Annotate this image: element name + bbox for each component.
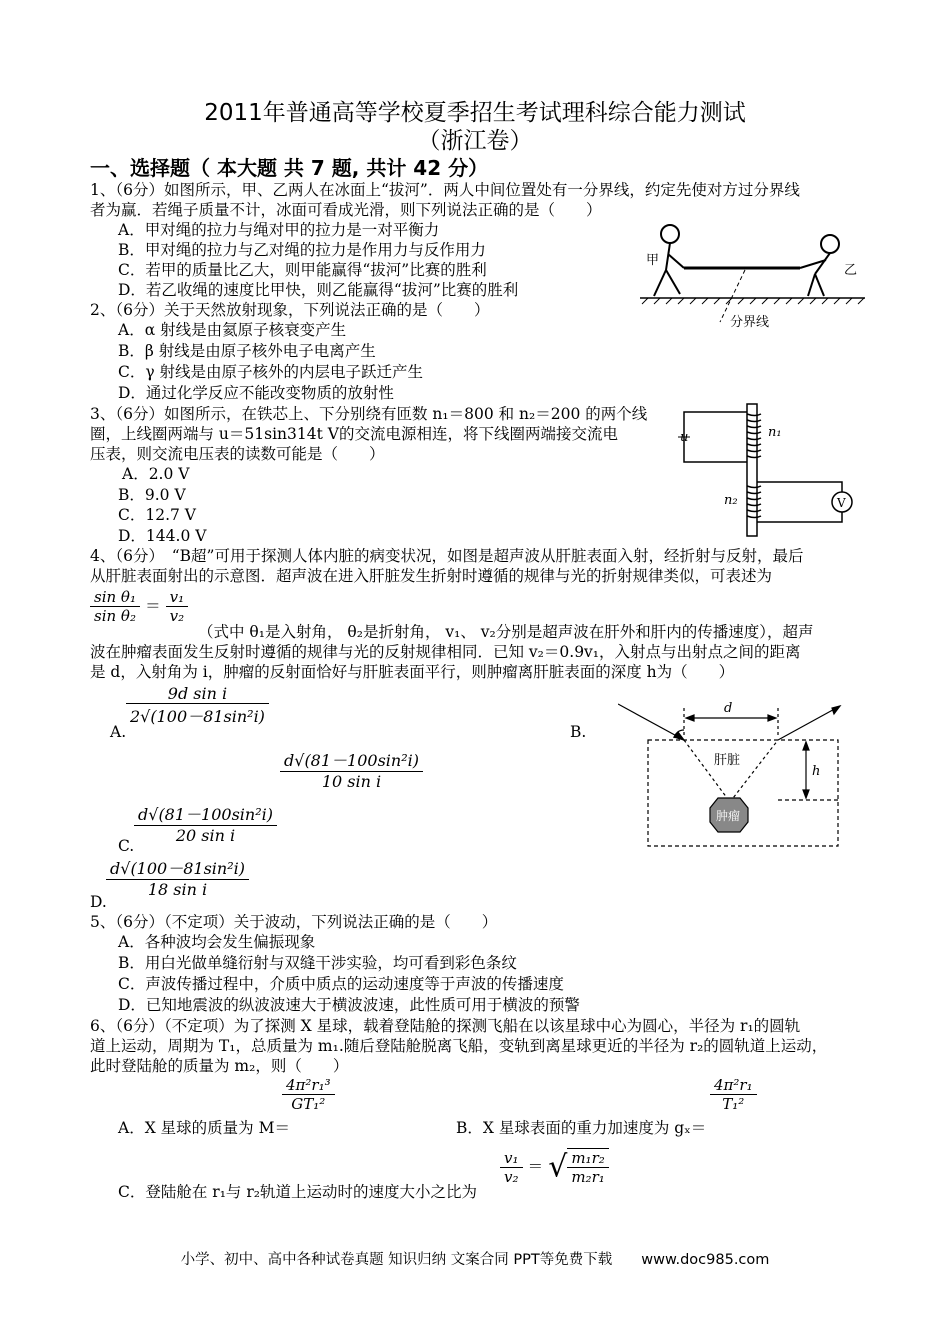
q4-b-num: d√(81－100sin²i) <box>280 748 423 772</box>
q4-b-den: 10 sin i <box>321 772 382 791</box>
q6-option-c-text: C．登陆舱在 r₁与 r₂轨道上运动时的速度大小之比为 <box>118 1183 477 1201</box>
fig-label-tumor: 肿瘤 <box>716 809 741 823</box>
q3-option-b: B．9.0 V <box>118 486 186 504</box>
fig-label-h: h <box>812 764 821 779</box>
q4-c-den: 20 sin i <box>175 826 236 845</box>
q6-option-a-text: A．X 星球的质量为 M＝ <box>118 1119 290 1137</box>
q4-option-c-label: C. <box>118 837 135 855</box>
q6-line2: 道上运动，周期为 T₁，总质量为 m₁.随后登陆舱脱离飞船，变轨到离星球更近的半径为 r₂的圆轨道上运动， <box>90 1037 828 1055</box>
q4-a-num: 9d sin i <box>126 684 269 704</box>
q4-option-a-label: A. <box>110 723 127 741</box>
fig-label-n2: n₂ <box>724 493 738 508</box>
q4-option-b-formula <box>280 748 423 791</box>
q6-c-num: v₁ <box>500 1149 523 1168</box>
q4-a-den: 2√(100－81sin²i) <box>130 707 265 726</box>
q6-b-den: T₁² <box>722 1095 745 1113</box>
q3-line1: 3、（6分）如图所示，在铁芯上、下分别绕有匝数 n₁＝800 和 n₂＝200 的两个线 <box>90 405 648 423</box>
q1-option-c: C．若甲的质量比乙大，则甲能赢得“拔河”比赛的胜利 <box>118 261 487 279</box>
q5-option-c: C．声波传播过程中，介质中质点的运动速度等于声波的传播速度 <box>118 975 564 993</box>
eq-equals: ＝ <box>145 597 161 615</box>
q6-a-num: 4π²r₁³ <box>282 1076 335 1095</box>
q4-line2: 从肝脏表面射出的示意图．超声波在进入肝脏发生折射时遵循的规律与光的折射规律类似，可表述为 <box>90 567 773 585</box>
q4-option-d-label: D. <box>90 893 107 911</box>
fig-label-jia: 甲 <box>646 253 660 268</box>
q6-option-b-text: B．X 星球表面的重力加速度为 gₓ＝ <box>456 1119 707 1137</box>
fig-label-liver: 肝脏 <box>714 753 741 768</box>
section-heading: 一、选择题（ 本大题 共 7 题, 共计 42 分） <box>90 156 489 180</box>
q4-line4: 波在肿瘤表面发生反射时遵循的规律与光的反射规律相同．已知 v₂＝0.9v₁，入射点与出射点之间的距离 <box>90 643 801 661</box>
q4-line1: 4、（6分） “B超”可用于探测人体内脏的病变状况，如图是超声波从肝脏表面入射，经折射与反射，最后 <box>90 547 804 565</box>
q6-a-den: GT₁² <box>291 1095 326 1113</box>
q3-option-c: C．12.7 V <box>118 506 196 524</box>
q2-stem: 2、（6分）关于天然放射现象，下列说法正确的是（ ） <box>90 301 490 319</box>
q6-option-a-formula <box>282 1076 335 1113</box>
q4-option-d-formula <box>106 856 249 899</box>
q6-c-equals: ＝ <box>527 1157 544 1176</box>
q4-c-num: d√(81－100sin²i) <box>134 802 277 826</box>
q1-option-d: D．若乙收绳的速度比甲快，则乙能赢得“拔河”比赛的胜利 <box>118 281 519 299</box>
q1-line1: 1、（6分）如图所示，甲、乙两人在冰面上“拔河”．两人中间位置处有一分界线，约定先使对方过分界线 <box>90 181 800 199</box>
eq-fraction-left <box>90 588 140 625</box>
q4-line5: 是 d，入射角为 i，肿瘤的反射面恰好与肝脏表面平行，则肿瘤离肝脏表面的深度 h为（ ） <box>90 663 735 681</box>
q4-option-b-label: B. <box>570 723 587 741</box>
q1-line2: 者为赢．若绳子质量不计，冰面可看成光滑，则下列说法正确的是（ ） <box>90 201 602 219</box>
q3-line2: 圈，上线圈两端与 u＝51sin314t V的交流电源相连，将下线圈两端接交流电 <box>90 425 618 443</box>
q4-option-a-formula <box>126 684 269 727</box>
transformer-figure <box>672 400 862 540</box>
q3-option-a: A．2.0 V <box>122 465 190 483</box>
q3-option-d: D．144.0 V <box>118 527 207 545</box>
q2-option-c: C．γ 射线是由原子核外的内层电子跃迁产生 <box>118 363 424 381</box>
q6-b-num: 4π²r₁ <box>710 1076 757 1095</box>
eq-num-left: sin θ₁ <box>90 588 140 607</box>
fig-label-d: d <box>724 701 733 716</box>
q5-stem: 5、（6分）（不定项）关于波动，下列说法正确的是（ ） <box>90 913 498 931</box>
ultrasound-figure <box>618 690 848 850</box>
page-subtitle: （浙江卷） <box>417 128 533 154</box>
q5-option-d: D．已知地震波的纵波波速大于横波波速，此性质可用于横波的预警 <box>118 996 580 1014</box>
q1-option-a: A．甲对绳的拉力与绳对甲的拉力是一对平衡力 <box>118 221 440 239</box>
refraction-equation <box>90 588 188 625</box>
q2-option-d: D．通过化学反应不能改变物质的放射性 <box>118 384 394 402</box>
eq-fraction-right <box>166 588 189 625</box>
page-footer: 小学、初中、高中各种试卷真题 知识归纳 文案合同 PPT等免费下载 www.doc985.com <box>180 1252 770 1268</box>
q6-option-b-formula <box>710 1076 757 1113</box>
page-title: 2011年普通高等学校夏季招生考试理科综合能力测试 <box>204 100 746 126</box>
q2-option-a: A．α 射线是由氦原子核衰变产生 <box>118 321 347 339</box>
q4-d-num: d√(100－81sin²i) <box>106 856 249 880</box>
q4-option-c-formula <box>134 802 277 845</box>
fig-label-u: u <box>680 430 689 445</box>
q6-c-den: v₂ <box>504 1167 519 1186</box>
q4-d-den: 18 sin i <box>147 880 208 899</box>
eq-den-left: sin θ₂ <box>94 607 136 625</box>
q3-line3: 压表，则交流电压表的读数可能是（ ） <box>90 445 385 463</box>
q4-line3: （式中 θ₁是入射角， θ₂是折射角， v₁、 v₂分别是超声波在肝外和肝内的传播速度），超声 <box>198 623 814 641</box>
q1-option-b: B．甲对绳的拉力与乙对绳的拉力是作用力与反作用力 <box>118 241 486 259</box>
fig-label-yi: 乙 <box>844 263 858 278</box>
tug-of-war-figure <box>640 222 870 334</box>
q6-line1: 6、（6分）（不定项）为了探测 X 星球，载着登陆舱的探测飞船在以该星球中心为圆心，半径为 r₁的圆轨 <box>90 1017 801 1035</box>
q6-c-radical: √ <box>548 1149 568 1185</box>
eq-num-right: v₁ <box>166 588 189 607</box>
fig-label-boundary: 分界线 <box>730 315 770 330</box>
q6-c-rad-num: m₁r₂ <box>567 1149 608 1168</box>
q2-option-b: B．β 射线是由原子核外电子电离产生 <box>118 342 376 360</box>
q5-option-a: A．各种波均会发生偏振现象 <box>118 933 316 951</box>
fig-label-voltmeter: V <box>837 496 846 510</box>
q6-option-c-formula <box>500 1148 609 1186</box>
q6-c-rad-den: m₂r₁ <box>571 1168 605 1186</box>
q5-option-b: B．用白光做单缝衍射与双缝干涉实验，均可看到彩色条纹 <box>118 954 517 972</box>
eq-den-right: v₂ <box>169 607 185 625</box>
q6-line3: 此时登陆舱的质量为 m₂，则（ ） <box>90 1057 349 1075</box>
fig-label-n1: n₁ <box>768 425 782 440</box>
